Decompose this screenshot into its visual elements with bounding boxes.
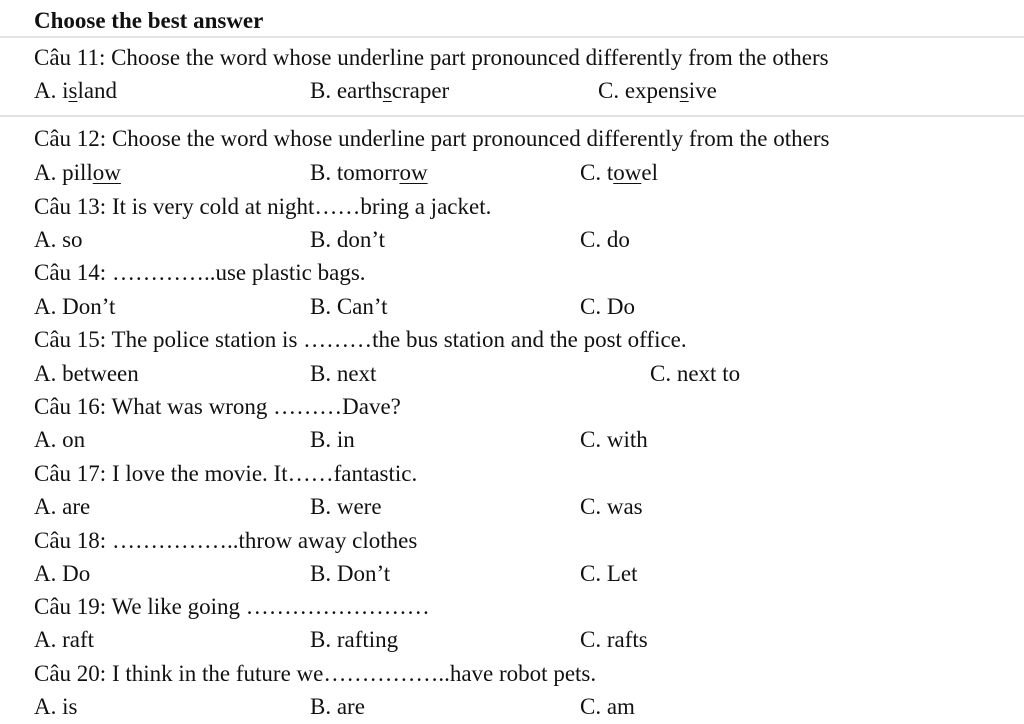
question-15-option-a[interactable]: A. between: [34, 361, 139, 386]
top-divider: [0, 36, 1024, 38]
question-18-option-b[interactable]: B. Don’t: [310, 561, 391, 586]
question-16-stem: Câu 16: What was wrong ………Dave?: [34, 394, 401, 419]
underlined-part: s: [382, 78, 392, 103]
question-17-option-b[interactable]: B. were: [310, 494, 382, 519]
question-12-option-a[interactable]: [34, 156, 121, 190]
question-17-stem: Câu 17: I love the movie. It……fantastic.: [34, 461, 418, 486]
question-16-option-c[interactable]: C. with: [580, 427, 648, 452]
question-20-stem: Câu 20: I think in the future we……………..have robot pets.: [34, 661, 597, 686]
question-20-option-b[interactable]: B. are: [310, 694, 365, 719]
question-13-option-b[interactable]: B. don’t: [310, 227, 385, 252]
question-19-stem: Câu 19: We like going ……………………: [34, 594, 430, 619]
question-14-option-a[interactable]: A. Don’t: [34, 294, 116, 319]
question-15-option-b[interactable]: B. next: [310, 361, 377, 386]
option-suffix: craper: [391, 78, 450, 103]
question-11-option-c[interactable]: [598, 74, 717, 108]
question-13-stem: Câu 13: It is very cold at night……bring a jacket.: [34, 194, 492, 219]
question-15-option-c[interactable]: C. next to: [650, 361, 741, 386]
option-suffix: el: [641, 160, 658, 185]
question-11-stem: Câu 11: Choose the word whose underline part pronounced differently from the others: [34, 45, 829, 70]
question-11-option-b[interactable]: [310, 74, 449, 108]
question-18-option-c[interactable]: C. Let: [580, 561, 638, 586]
question-14-option-c[interactable]: C. Do: [580, 294, 635, 319]
question-16-option-b[interactable]: B. in: [310, 427, 355, 452]
question-20-option-c[interactable]: C. am: [580, 694, 635, 719]
question-14-option-b[interactable]: B. Can’t: [310, 294, 388, 319]
option-suffix: land: [77, 78, 118, 103]
question-12-stem: Câu 12: Choose the word whose underline part pronounced differently from the others: [34, 126, 830, 151]
question-16-option-a[interactable]: A. on: [34, 427, 86, 452]
underlined-part: s: [679, 78, 689, 103]
question-19-option-b[interactable]: B. rafting: [310, 627, 399, 652]
underlined-part: s: [68, 78, 78, 103]
option-prefix: A. i: [34, 78, 69, 103]
question-17-option-a[interactable]: A. are: [34, 494, 91, 519]
question-19-option-c[interactable]: C. rafts: [580, 627, 648, 652]
question-13-option-c[interactable]: C. do: [580, 227, 630, 252]
question-17-option-c[interactable]: C. was: [580, 494, 643, 519]
question-18-option-a[interactable]: A. Do: [34, 561, 91, 586]
option-prefix: C. expen: [598, 78, 680, 103]
question-12-option-c[interactable]: [580, 156, 658, 190]
option-prefix: A. pill: [34, 160, 93, 185]
section-divider: [0, 115, 1024, 117]
question-15-stem: Câu 15: The police station is ………the bus station and the post office.: [34, 327, 687, 352]
question-11-option-a[interactable]: [34, 74, 117, 108]
worksheet-heading: Choose the best answer: [34, 8, 264, 33]
question-18-stem: Câu 18: ……………..throw away clothes: [34, 528, 418, 553]
underlined-part: ow: [613, 160, 642, 185]
question-19-option-a[interactable]: A. raft: [34, 627, 95, 652]
question-20-option-a[interactable]: A. is: [34, 694, 78, 719]
underlined-part: ow: [92, 160, 121, 185]
option-prefix: B. tomorr: [310, 160, 400, 185]
question-12-option-b[interactable]: [310, 156, 428, 190]
question-14-stem: Câu 14: …………..use plastic bags.: [34, 260, 366, 285]
underlined-part: ow: [399, 160, 428, 185]
option-prefix: B. earth: [310, 78, 383, 103]
question-13-option-a[interactable]: A. so: [34, 227, 83, 252]
option-suffix: ive: [688, 78, 717, 103]
option-prefix: C. t: [580, 160, 614, 185]
